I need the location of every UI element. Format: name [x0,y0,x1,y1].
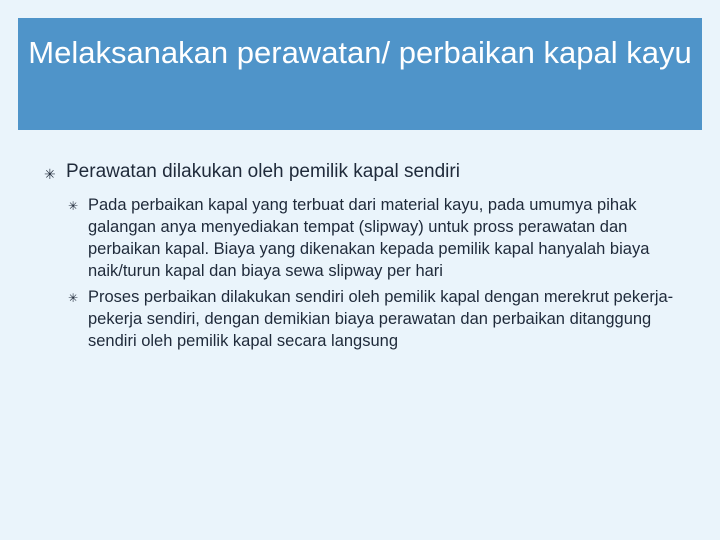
sub-bullet-star-icon: ✳ [68,291,79,305]
bullet-star-icon: ✳ [44,166,56,182]
sub-bullet-list [66,194,690,352]
bullet-text: Perawatan dilakukan oleh pemilik kapal sendiri [66,161,460,182]
content-area [40,160,690,356]
sub-bullet-text: Pada perbaikan kapal yang terbuat dari material kayu, pada umumya pihak galangan anya menyediakan tempat (slipway) untuk pross perawatan dan perbaikan kapal. Biaya yang dikenakan kepada pemilik kapal hanyalah biaya naik/turun kapal dan biaya sewa slipway per hari [88,196,650,280]
sub-bullet-item [66,286,690,352]
sub-bullet-item [66,194,690,282]
bullet-item [40,160,690,184]
sub-bullet-star-icon: ✳ [68,199,79,213]
slide-title: Melaksanakan perawatan/ perbaikan kapal kayu [28,35,692,70]
sub-bullet-text: Proses perbaikan dilakukan sendiri oleh pemilik kapal dengan merekrut pekerja-pekerja sendiri, dengan demikian biaya perawatan dan perbaikan ditanggung sendiri oleh pemilik kapal secara langsung [88,288,674,350]
